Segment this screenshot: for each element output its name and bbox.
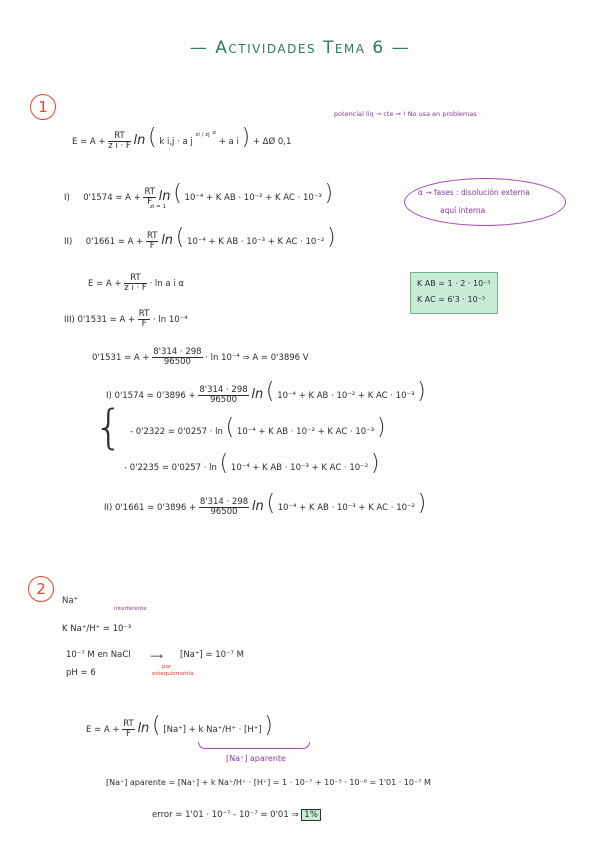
note-interferente: interferente [114,606,147,612]
eq-sub-I [106,379,426,405]
ln-label: ln [158,189,171,204]
eq-e-right: · ln a i α [149,279,184,289]
frac-den: F [149,241,155,251]
conc-line: 10⁻⁷ M en NaCl [66,650,131,660]
exponent-zi-zj: zi / zj [195,132,210,138]
eq-section2 [86,713,273,739]
ln-label: ln [251,387,264,402]
calc-left: 0'1531 = A + [92,353,150,363]
error-result: 1% [301,809,321,821]
eq-II-fraction [146,232,158,251]
label-III: III) [64,315,75,325]
k-selectivity: K Na⁺/H⁺ = 10⁻³ [62,624,132,634]
sub-3-left: - 0'2235 = 0'0257 · ln [124,463,217,473]
note-ellipse-line1: α → fases : disolución externa [418,188,530,197]
error-equation: error = 1'01 · 10⁻⁷ - 10⁻⁷ = 0'01 ⇒ [152,810,299,820]
frac-den: 96500 [163,357,191,367]
paren-open: ( [148,125,157,150]
aparente-brace [198,742,310,749]
ph-value: pH = 6 [66,668,96,678]
frac-num: RT [123,719,134,729]
sub-label-I: I) [106,391,112,401]
eq-III-right: · ln 10⁻⁴ [152,315,188,325]
frac-num: RT [144,187,155,197]
eq2-left: E = A + [86,725,120,735]
note-potencial: potencial líq → cte ⇒ ! No usa en problemas [334,110,477,118]
sub-label-II: II) [104,503,113,513]
eq-III-left: 0'1531 = A + [77,315,136,325]
sub-2-paren: 10⁻⁴ + K AB · 10⁻² + K AC · 10⁻³ [236,427,375,437]
sub-2-left: - 0'2322 = 0'0257 · ln [130,427,223,437]
eq-sub-2 [130,415,386,440]
frac-den: 96500 [210,507,238,517]
eq-e-general [88,274,184,293]
arrow-icon: ⟶ [150,652,163,662]
eq-III-fraction [138,310,150,329]
ln-label: ln [133,133,146,148]
eq-I-left: 0'1574 = A + [83,193,141,203]
z-note: zi = 1 [150,204,167,210]
eq-I-paren: 10⁻⁴ + K AB · 10⁻² + K AC · 10⁻³ [184,193,322,203]
exponent-alpha: α [212,130,217,136]
note-ellipse-line2: aquí interna [440,206,486,215]
eq-sub-3 [124,451,380,476]
label-II: II) [64,237,73,247]
sub-I-fraction [198,386,248,405]
label-I: I) [64,193,70,203]
paren-open: ( [173,181,182,206]
paren-open: ( [219,451,229,476]
main-equation [72,125,292,151]
note-estequiometria: estequiometría [152,671,194,677]
paren-close: ) [241,125,251,150]
eq-II [64,225,336,251]
frac-num: 8'314 · 298 [199,385,248,395]
paren-close: ) [417,491,427,516]
constants-box [410,272,498,314]
sub-II-fraction [199,498,249,517]
ln-label: ln [161,233,174,248]
paren-close: ) [264,713,273,738]
page-title: — Actividades Tema 6 — [189,38,411,58]
eq-sub-II [104,491,427,517]
eq-left: E = A + [72,137,106,147]
frac-num: 8'314 · 298 [199,497,249,507]
ln-label: ln [251,499,264,514]
calc-fraction [152,348,202,367]
paren-close: ) [376,415,386,440]
paren-open: ( [175,225,185,250]
system-brace: { [94,400,124,454]
frac-den: F [147,197,153,207]
eq-paren-content: k i,j · a j [159,137,193,147]
eq2-paren: [Na⁺] + k Na⁺/H⁺ · [H⁺] [163,725,262,735]
calc-right: · ln 10⁻⁴ ⇒ A = 0'3896 V [205,353,309,363]
eq-I [64,181,334,207]
conc-result: [Na⁺] = 10⁻⁷ M [180,650,244,660]
note-ellipse [404,178,566,226]
note-por: por [162,664,172,670]
eq-fraction [108,132,131,151]
paren-open: ( [265,379,275,404]
sub-II-left: 0'1661 = 0'3896 + [115,503,197,513]
ln-label: ln [137,721,150,736]
sub-II-paren: 10⁻⁴ + K AB · 10⁻³ + K AC · 10⁻² [277,503,415,513]
paren-close: ) [417,379,426,404]
frac-num: 8'314 · 298 [153,347,202,357]
frac-den: z i · F [124,283,147,293]
kac-value: K AC = 6'3 · 10⁻³ [417,295,486,304]
paren-close: ) [370,451,380,476]
sub-I-left: 0'1574 = 0'3896 + [114,391,196,401]
kab-value: K AB = 1 · 2 · 10⁻³ [417,279,491,288]
frac-den: 96500 [209,395,238,405]
frac-den: z i · F [108,141,131,151]
eq-e-left: E = A + [88,279,122,289]
aparente-equation: [Na⁺] aparente = [Na⁺] + k Na⁺/H⁺ · [H⁺] = 1 · 10⁻⁷ + 10⁻³ · 10⁻⁶ = 1'01 · 10⁻⁷ M [106,778,431,787]
frac-num: RT [138,309,150,319]
error-line [152,810,321,820]
sub-3-paren: 10⁻⁴ + K AB · 10⁻³ + K AC · 10⁻² [230,463,369,473]
frac-num: RT [124,274,147,284]
paren-close: ) [324,181,334,206]
section-2-number: 2 [28,576,54,602]
eq-delta: + ΔØ 0,1 [252,137,292,147]
frac-den: F [141,319,147,329]
paren-close: ) [326,225,336,250]
paren-open: ( [266,491,276,516]
frac-den: F [126,729,131,739]
aparente-label: [Na⁺] aparente [226,754,286,763]
eq-II-left: 0'1661 = A + [85,237,144,247]
eq-e-fraction [124,274,147,293]
eq-plus-ai: + a i [218,137,239,147]
section-1-number: 1 [30,94,56,120]
eq2-fraction [122,720,134,739]
ion-label: Na⁺ [62,596,79,606]
eq-calc-a [92,348,309,367]
paren-open: ( [225,415,235,440]
eq-III [64,310,188,329]
eq-II-paren: 10⁻⁴ + K AB · 10⁻³ + K AC · 10⁻² [187,237,325,247]
sub-I-paren: 10⁻⁴ + K AB · 10⁻² + K AC · 10⁻³ [277,391,415,401]
frac-num: RT [147,231,158,241]
paren-open: ( [152,713,161,738]
frac-num: RT [108,132,131,142]
